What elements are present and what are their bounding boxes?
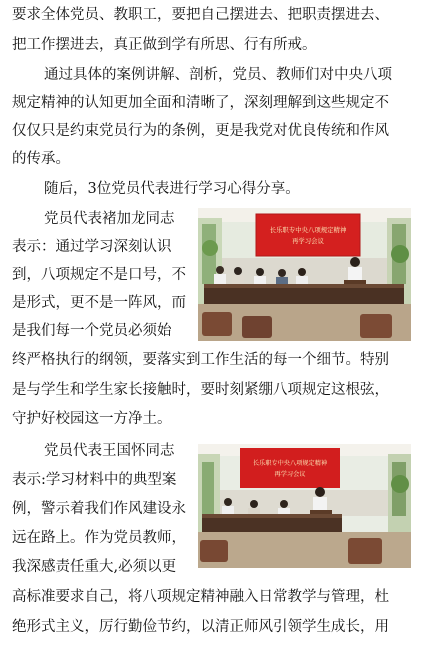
paragraph-4-line: 是与学生和学生家长接触时，要时刻紧绷八项规定这根弦， xyxy=(12,382,389,398)
banner-subtitle: 再学习会议 xyxy=(292,237,324,245)
paragraph-5-line: 党员代表王国怀同志 xyxy=(44,443,175,459)
paragraph-4-line: 终严格执行的纲领，要落实到工作生活的每一个细节。特别 xyxy=(12,352,389,368)
meeting-photo-2 xyxy=(198,444,411,568)
paragraph-5-line: 远在路上。作为党员教师， xyxy=(12,530,186,546)
paragraph-5-line: 表示:学习材料中的典型案 xyxy=(12,472,177,488)
paragraph-4-line: 是形式，更不是一阵风，而 xyxy=(12,295,186,311)
paragraph-4-line: 党员代表褚加龙同志 xyxy=(44,211,175,227)
paragraph-4-line: 到，八项规定不是口号，不 xyxy=(12,267,186,283)
paragraph-5-line: 绝形式主义，厉行勤俭节约，以清正师风引领学生成长，用 xyxy=(12,619,389,635)
paragraph-5-line: 例，警示着我们作风建设永 xyxy=(12,501,186,517)
banner-subtitle: 再学习会议 xyxy=(274,471,306,478)
paragraph-2-line: 通过具体的案例讲解、剖析，党员、教师们对中央八项 xyxy=(44,67,392,83)
banner-title: 长乐职专中央八项规定精神 xyxy=(269,226,347,234)
paragraph-4-line: 表示：通过学习深刻认识 xyxy=(12,239,172,255)
paragraph-1-line: 要求全体党员、教职工，要把自己摆进去、把职责摆进去、 xyxy=(12,7,389,23)
paragraph-5-line: 高标准要求自己，将八项规定精神融入日常教学与管理，杜 xyxy=(12,589,389,605)
meeting-photo-1 xyxy=(198,208,411,341)
paragraph-2-line: 的传承。 xyxy=(12,151,70,167)
banner-title: 长乐职专中央八项规定精神 xyxy=(252,460,328,467)
paragraph-2-line: 仅仅只是约束党员行为的条例，更是我党对优良传统和作风 xyxy=(12,123,389,139)
paragraph-1-line: 把工作摆进去，真正做到学有所思、行有所戒。 xyxy=(12,37,317,53)
paragraph-2-line: 规定精神的认知更加全面和清晰了，深刻理解到这些规定不 xyxy=(12,95,389,111)
paragraph-4-line: 守护好校园这一方净土。 xyxy=(12,411,172,427)
paragraph-5-line: 我深感责任重大,必须以更 xyxy=(12,559,177,575)
paragraph-3-line: 随后，3位党员代表进行学习心得分享。 xyxy=(44,181,300,197)
paragraph-4-line: 是我们每一个党员必须始 xyxy=(12,323,172,339)
